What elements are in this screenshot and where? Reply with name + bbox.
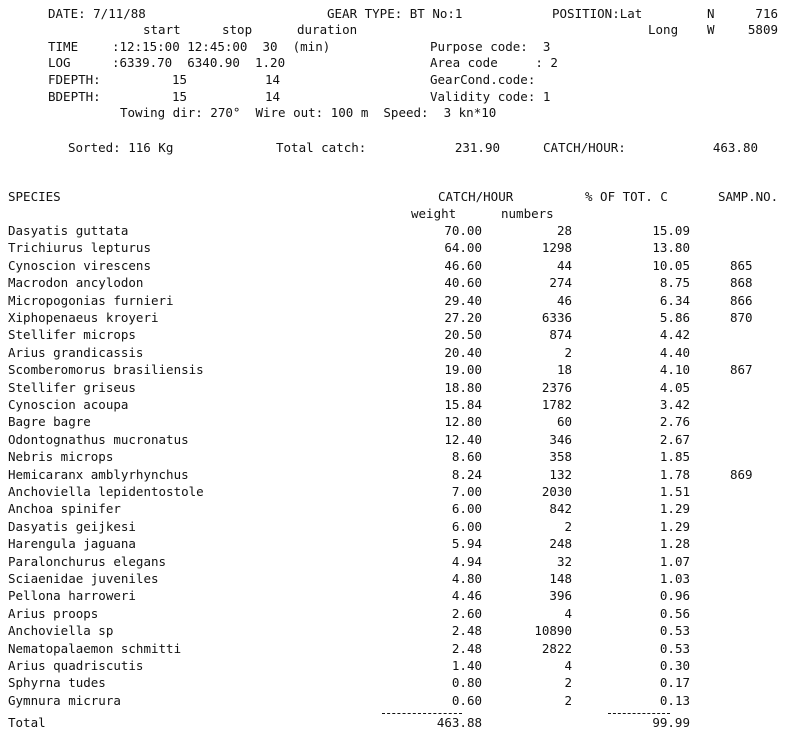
- catch-weight: 12.80: [444, 414, 482, 429]
- catch-numbers: 148: [549, 571, 572, 586]
- percent-of-total: 1.51: [659, 484, 690, 499]
- col-stop: stop: [222, 22, 253, 37]
- percent-of-total: 1.29: [659, 501, 690, 516]
- catch-weight: 20.50: [444, 327, 482, 342]
- percent-of-total: 4.10: [659, 362, 690, 377]
- catch-numbers: 46: [556, 293, 572, 308]
- area-code: Area code : 2: [430, 55, 558, 70]
- sample-number: 868: [730, 275, 753, 290]
- catch-hour-value: 463.80: [712, 140, 758, 155]
- long-hemisphere: W: [707, 22, 715, 37]
- percent-of-total: 4.42: [659, 327, 690, 342]
- species-name: Sphyrna tudes: [8, 675, 106, 690]
- percent-of-total: 13.80: [652, 240, 690, 255]
- log-values: :6339.70 6340.90 1.20: [112, 55, 286, 70]
- catch-numbers: 874: [549, 327, 572, 342]
- catch-weight: 2.60: [451, 606, 482, 621]
- catch-weight: 12.40: [444, 432, 482, 447]
- catch-numbers: 10890: [534, 623, 572, 638]
- catch-numbers: 32: [556, 554, 572, 569]
- catch-weight: 6.00: [451, 519, 482, 534]
- catch-weight: 0.60: [451, 693, 482, 708]
- percent-of-total: 0.30: [659, 658, 690, 673]
- catch-numbers: 18: [556, 362, 572, 377]
- total-catch-value: 231.90: [454, 140, 500, 155]
- col-start: start: [143, 22, 181, 37]
- species-name: Nematopalaemon schmitti: [8, 641, 182, 656]
- catch-numbers: 2: [564, 345, 572, 360]
- percent-of-total: 8.75: [659, 275, 690, 290]
- percent-of-total: 5.86: [659, 310, 690, 325]
- percent-of-total: 0.53: [659, 623, 690, 638]
- species-name: Bagre bagre: [8, 414, 91, 429]
- catch-hour-label: CATCH/HOUR:: [543, 140, 626, 155]
- catch-numbers: 842: [549, 501, 572, 516]
- long-value: 5809: [747, 22, 778, 37]
- col-duration: duration: [297, 22, 358, 37]
- percent-of-total: 0.17: [659, 675, 690, 690]
- species-name: Hemicaranx amblyrhynchus: [8, 467, 189, 482]
- catch-weight: 20.40: [444, 345, 482, 360]
- catch-weight: 64.00: [444, 240, 482, 255]
- catch-weight: 4.46: [451, 588, 482, 603]
- sample-number: 866: [730, 293, 753, 308]
- catch-numbers: 1298: [541, 240, 572, 255]
- percent-of-total: 1.78: [659, 467, 690, 482]
- gearcond-code: GearCond.code:: [430, 72, 536, 87]
- percent-of-total: 4.05: [659, 380, 690, 395]
- species-name: Scomberomorus brasiliensis: [8, 362, 204, 377]
- percent-of-total: 1.03: [659, 571, 690, 586]
- percent-of-total: 1.29: [659, 519, 690, 534]
- species-name: Xiphopenaeus kroyeri: [8, 310, 159, 325]
- pct-total-header: % OF TOT. C: [585, 189, 668, 204]
- percent-of-total: 0.56: [659, 606, 690, 621]
- catch-numbers: 358: [549, 449, 572, 464]
- percent-of-total: 1.85: [659, 449, 690, 464]
- species-name: Cynoscion acoupa: [8, 397, 129, 412]
- validity-code: Validity code: 1: [430, 89, 551, 104]
- catch-weight: 6.00: [451, 501, 482, 516]
- lat-hemisphere: N: [707, 6, 715, 21]
- catch-weight: 5.94: [451, 536, 482, 551]
- total-weight: 463.88: [436, 715, 482, 730]
- species-name: Odontognathus mucronatus: [8, 432, 189, 447]
- catch-weight: 8.60: [451, 449, 482, 464]
- species-name: Arius grandicassis: [8, 345, 144, 360]
- catch-weight: 46.60: [444, 258, 482, 273]
- lat-value: 716: [755, 6, 778, 21]
- purpose-code: Purpose code: 3: [430, 39, 551, 54]
- percent-of-total: 0.13: [659, 693, 690, 708]
- catch-numbers: 2030: [541, 484, 572, 499]
- catch-numbers: 60: [556, 414, 572, 429]
- catch-numbers: 274: [549, 275, 572, 290]
- bdepth-label: BDEPTH:: [48, 89, 101, 104]
- weight-total-rule: [382, 713, 462, 714]
- species-name: Stellifer microps: [8, 327, 136, 342]
- species-name: Stellifer griseus: [8, 380, 136, 395]
- sample-number: 865: [730, 258, 753, 273]
- species-name: Anchoviella sp: [8, 623, 114, 638]
- catch-weight: 4.94: [451, 554, 482, 569]
- total-catch-label: Total catch:: [276, 140, 367, 155]
- catch-numbers: 28: [556, 223, 572, 238]
- species-name: Anchoviella lepidentostole: [8, 484, 204, 499]
- position-label: POSITION:Lat: [552, 6, 643, 21]
- percent-of-total: 4.40: [659, 345, 690, 360]
- numbers-header: numbers: [501, 206, 554, 221]
- bdepth-start: 15: [172, 89, 188, 104]
- log-label: LOG: [48, 55, 71, 70]
- long-label: Long: [648, 22, 679, 37]
- catch-numbers: 1782: [541, 397, 572, 412]
- catch-weight: 40.60: [444, 275, 482, 290]
- time-values: :12:15:00 12:45:00 30 (min): [112, 39, 331, 54]
- species-name: Anchoa spinifer: [8, 501, 121, 516]
- species-name: Sciaenidae juveniles: [8, 571, 159, 586]
- gear-type: GEAR TYPE: BT No:1: [327, 6, 463, 21]
- sorted-weight: Sorted: 116 Kg: [68, 140, 174, 155]
- species-name: Arius quadriscutis: [8, 658, 144, 673]
- sample-number: 867: [730, 362, 753, 377]
- pct-total-rule: [608, 713, 670, 714]
- bdepth-stop: 14: [265, 89, 281, 104]
- catch-numbers: 2822: [541, 641, 572, 656]
- catch-numbers: 396: [549, 588, 572, 603]
- total-label: Total: [8, 715, 46, 730]
- towing-info: Towing dir: 270° Wire out: 100 m Speed: 3 kn*10: [120, 105, 497, 120]
- catch-numbers: 4: [564, 606, 572, 621]
- catch-weight: 19.00: [444, 362, 482, 377]
- catch-numbers: 2: [564, 519, 572, 534]
- weight-header: weight: [411, 206, 457, 221]
- catch-weight: 27.20: [444, 310, 482, 325]
- catch-weight: 4.80: [451, 571, 482, 586]
- species-name: Macrodon ancylodon: [8, 275, 144, 290]
- catch-numbers: 346: [549, 432, 572, 447]
- catch-weight: 1.40: [451, 658, 482, 673]
- species-name: Gymnura micrura: [8, 693, 121, 708]
- catch-weight: 0.80: [451, 675, 482, 690]
- percent-of-total: 3.42: [659, 397, 690, 412]
- catch-numbers: 2376: [541, 380, 572, 395]
- catch-weight: 70.00: [444, 223, 482, 238]
- catch-weight: 8.24: [451, 467, 482, 482]
- catch-numbers: 2: [564, 693, 572, 708]
- catch-numbers: 44: [556, 258, 572, 273]
- percent-of-total: 1.07: [659, 554, 690, 569]
- percent-of-total: 15.09: [652, 223, 690, 238]
- catch-numbers: 248: [549, 536, 572, 551]
- percent-of-total: 0.96: [659, 588, 690, 603]
- sample-number: 870: [730, 310, 753, 325]
- catch-numbers: 6336: [541, 310, 572, 325]
- fdepth-label: FDEPTH:: [48, 72, 101, 87]
- catch-weight: 2.48: [451, 641, 482, 656]
- catch-numbers: 2: [564, 675, 572, 690]
- catch-weight: 29.40: [444, 293, 482, 308]
- catch-weight: 7.00: [451, 484, 482, 499]
- species-name: Harengula jaguana: [8, 536, 136, 551]
- percent-of-total: 6.34: [659, 293, 690, 308]
- fdepth-start: 15: [172, 72, 188, 87]
- species-name: Nebris microps: [8, 449, 114, 464]
- percent-of-total: 10.05: [652, 258, 690, 273]
- species-name: Paralonchurus elegans: [8, 554, 167, 569]
- percent-of-total: 2.67: [659, 432, 690, 447]
- species-name: Trichiurus lepturus: [8, 240, 151, 255]
- catch-weight: 15.84: [444, 397, 482, 412]
- date-label: DATE: 7/11/88: [48, 6, 146, 21]
- catch-numbers: 4: [564, 658, 572, 673]
- time-label: TIME: [48, 39, 79, 54]
- species-name: Dasyatis geijkesi: [8, 519, 136, 534]
- catch-weight: 2.48: [451, 623, 482, 638]
- species-name: Micropogonias furnieri: [8, 293, 174, 308]
- species-name: Arius proops: [8, 606, 99, 621]
- sample-number-header: SAMP.NO.: [718, 189, 779, 204]
- percent-of-total: 1.28: [659, 536, 690, 551]
- catch-hour-header: CATCH/HOUR: [438, 189, 514, 204]
- species-name: Cynoscion virescens: [8, 258, 151, 273]
- catch-numbers: 132: [549, 467, 572, 482]
- percent-of-total: 2.76: [659, 414, 690, 429]
- catch-weight: 18.80: [444, 380, 482, 395]
- sample-number: 869: [730, 467, 753, 482]
- species-name: Dasyatis guttata: [8, 223, 129, 238]
- fdepth-stop: 14: [265, 72, 281, 87]
- total-pct: 99.99: [652, 715, 690, 730]
- percent-of-total: 0.53: [659, 641, 690, 656]
- species-name: Pellona harroweri: [8, 588, 136, 603]
- species-header: SPECIES: [8, 189, 61, 204]
